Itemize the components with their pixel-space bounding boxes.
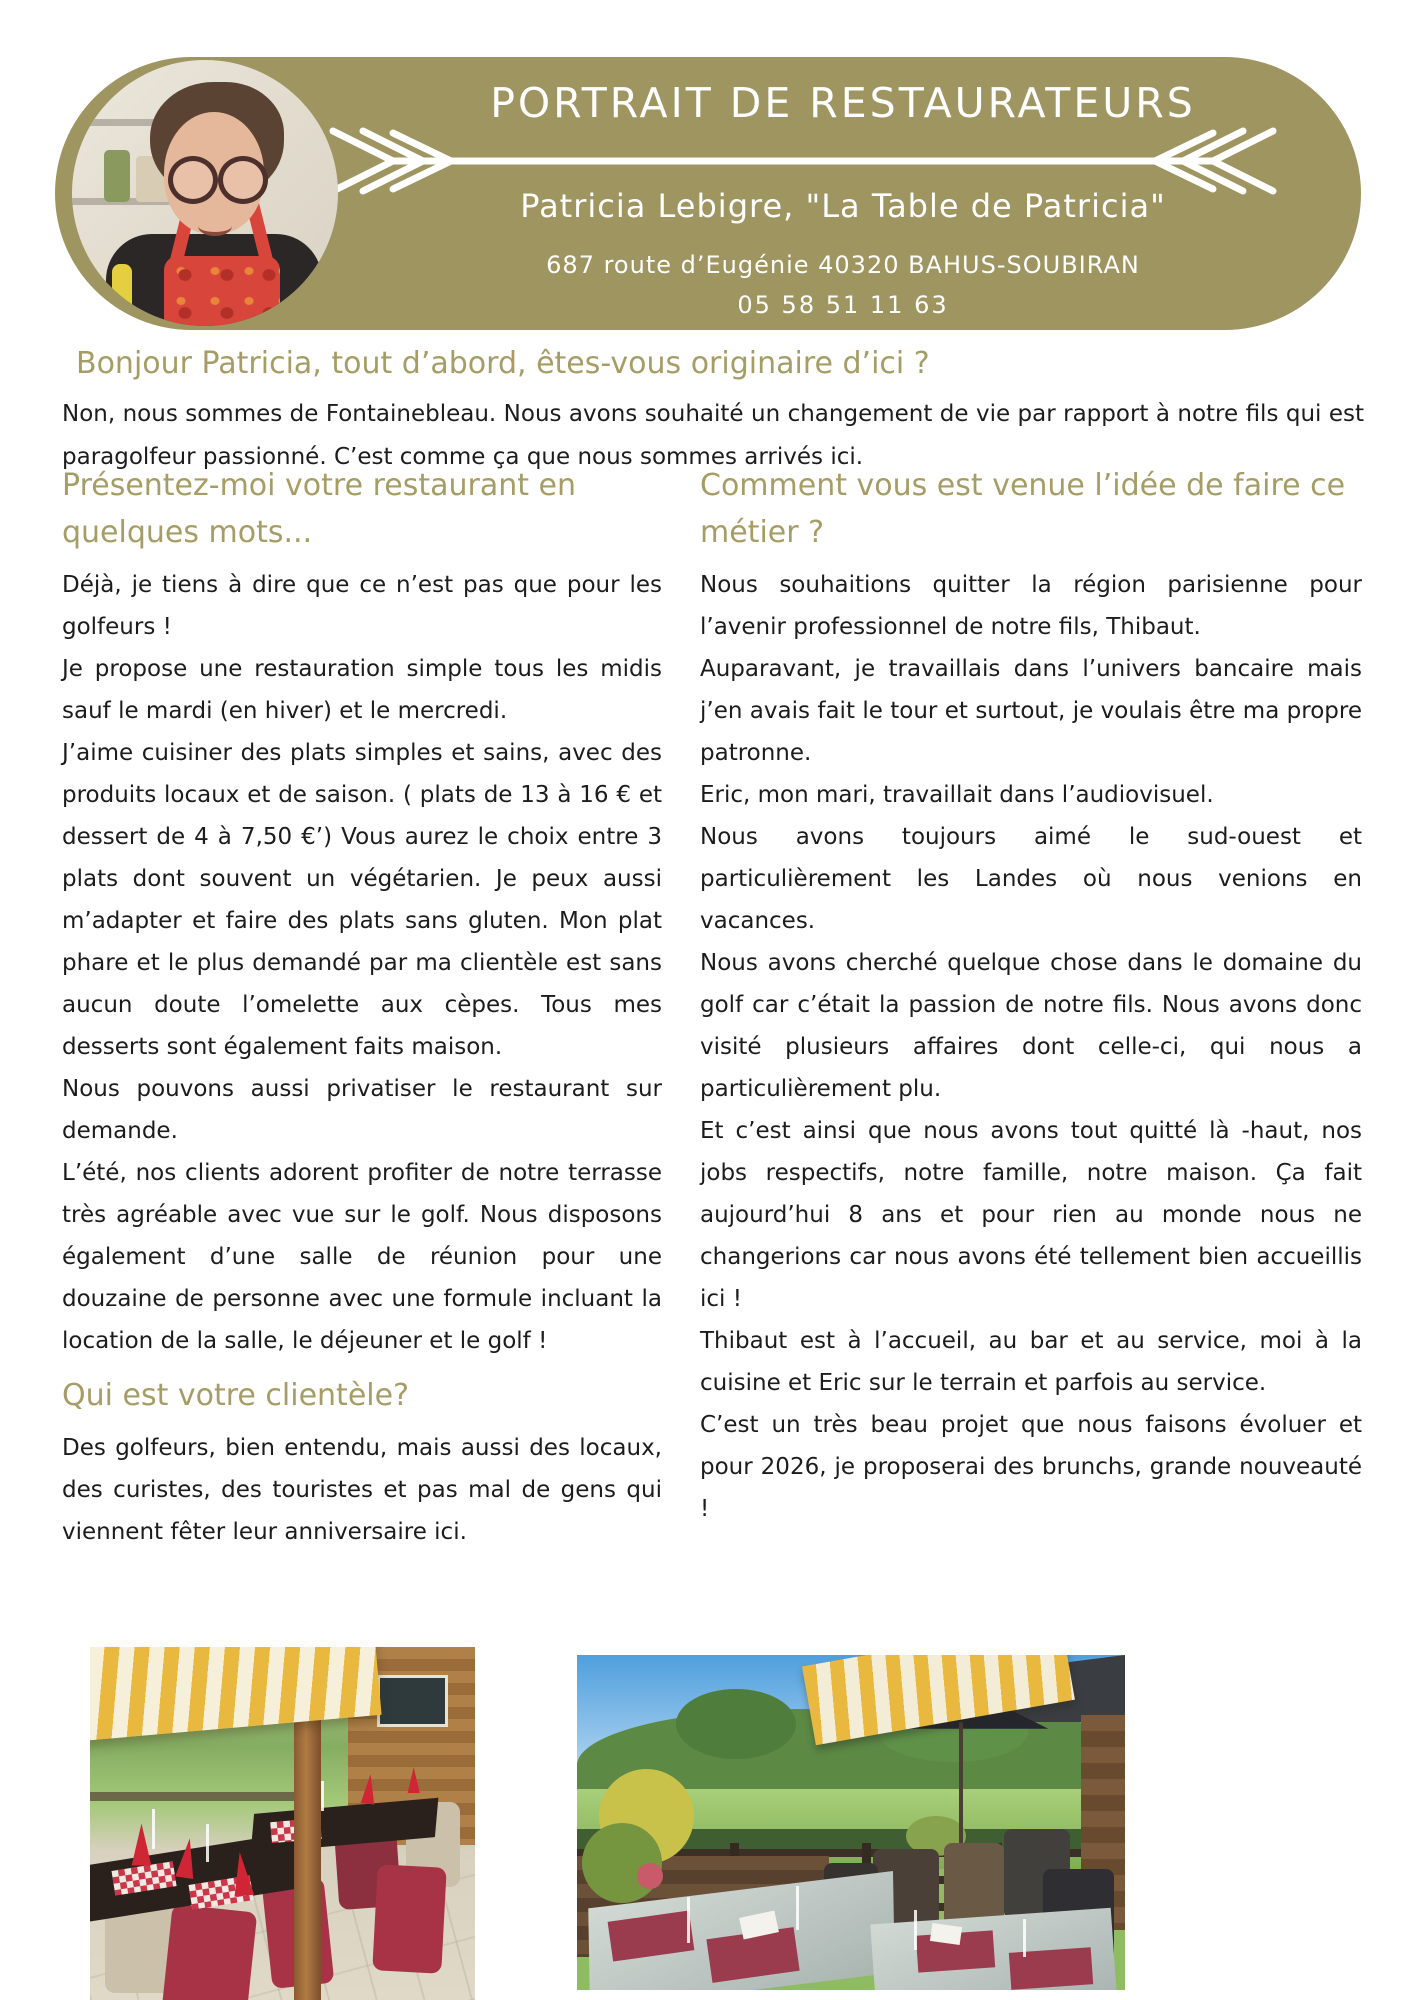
answer-origin: Non, nous sommes de Fontainebleau. Nous avons souhaité un changement de vie par rapport à notre fils qui est paragolfeur passionné. C’est comme ça que nous sommes arrivés ici.: [62, 401, 1364, 470]
photo-detail: [198, 216, 232, 236]
photo-detail: [90, 1792, 306, 1801]
photo-detail: [112, 264, 132, 326]
intro-section: [62, 346, 1364, 479]
photo-detail: [1023, 1919, 1026, 1957]
paragraph: Nous avons toujours aimé le sud-ouest et particulièrement les Landes où nous venions en vacances.: [700, 824, 1362, 934]
restaurant-owner-subtitle: Patricia Lebigre, "La Table de Patricia": [520, 187, 1166, 225]
paragraph: J’aime cuisiner des plats simples et sains, avec des produits locaux et de saison. ( plats de 13 à 16 € et dessert de 4 à 7,50 €’) Vous aurez le choix entre 3 plats dont souvent un végétarien. Je peux aussi m’adapter et faire des plats sans gluten. Mon plat phare et le plus demandé par ma clientèle est sans aucun doute l’omelette aux cèpes. Tous mes desserts sont également faits maison.: [62, 740, 662, 1060]
paragraph: Nous souhaitions quitter la région parisienne pour l’avenir professionnel de notre fils, Thibaut.: [700, 572, 1362, 640]
photo-terrace-interior: [90, 1647, 475, 2000]
photo-detail: [377, 1675, 448, 1727]
photo-terrace-golf-view: [577, 1655, 1125, 1990]
paragraph: Eric, mon mari, travaillait dans l’audiovisuel.: [700, 782, 1214, 808]
paragraph: Auparavant, je travaillais dans l’univers bancaire mais j’en avais fait le tour et surtout, je voulais être ma propre patronne.: [700, 656, 1362, 766]
photo-detail: [796, 1886, 799, 1930]
paragraph: L’été, nos clients adorent profiter de notre terrasse très agréable avec vue sur le golf. Nous disposons également d’une salle de réunion pour une douzaine de personne avec une formule incluant la location de la salle, le déjeuner et le golf !: [62, 1160, 662, 1354]
paragraph: Déjà, je tiens à dire que ce n’est pas que pour les golfeurs !: [62, 572, 662, 640]
photo-detail: [164, 256, 280, 326]
photo-detail: [218, 156, 268, 204]
paragraph: Thibaut est à l’accueil, au bar et au service, moi à la cuisine et Eric sur le terrain et parfois au service.: [700, 1328, 1362, 1396]
photo-detail: [637, 1863, 663, 1889]
photo-detail: [372, 1864, 447, 1973]
paragraph: C’est un très beau projet que nous faisons évoluer et pour 2026, je proposerai des brunchs, grande nouveauté !: [700, 1412, 1362, 1522]
paragraph: Nous avons cherché quelque chose dans le domaine du golf car c’était la passion de notre fils. Nous avons donc visité plusieurs affaires dont celle-ci, qui nous a particulièrement plu.: [700, 950, 1362, 1102]
photo-detail: [1009, 1947, 1094, 1989]
photo-detail: [676, 1689, 796, 1759]
paragraph: Et c’est ainsi que nous avons tout quitté là -haut, nos jobs respectifs, notre famille, notre maison. Ça fait aujourd’hui 8 ans et pour rien au monde nous ne changerions car nous avons été tellement bien accueillis ici !: [700, 1118, 1362, 1312]
page-title: PORTRAIT DE RESTAURATEURS: [490, 79, 1196, 127]
photo-detail: [152, 1809, 155, 1849]
paragraph: Je propose une restauration simple tous les midis sauf le mardi (en hiver) et le mercredi.: [62, 656, 662, 724]
question-restaurant: Présentez-moi votre restaurant en quelques mots...: [62, 468, 576, 550]
paragraph: Nous pouvons aussi privatiser le restaurant sur demande.: [62, 1076, 662, 1144]
restaurant-phone: 05 58 51 11 63: [737, 291, 949, 319]
portrait-photo: [72, 60, 338, 326]
left-column: [62, 462, 662, 1553]
right-column: [700, 462, 1362, 1530]
photo-detail: [168, 156, 218, 204]
photo-detail: [90, 1647, 382, 1741]
photo-detail: [687, 1897, 690, 1943]
question-clientele: Qui est votre clientèle?: [62, 1378, 409, 1413]
photo-detail: [321, 1781, 324, 1811]
restaurant-address: 687 route d’Eugénie 40320 BAHUS-SOUBIRAN: [546, 251, 1140, 279]
photo-detail: [104, 150, 130, 202]
photo-detail: [914, 1910, 917, 1950]
question-origin: Bonjour Patricia, tout d’abord, êtes-vous originaire d’ici ?: [76, 346, 930, 381]
photo-detail: [162, 1904, 257, 2000]
photo-detail: [959, 1722, 963, 1863]
paragraph: Des golfeurs, bien entendu, mais aussi des locaux, des curistes, des touristes et pas mal de gens qui viennent fêter leur anniversaire ici.: [62, 1435, 662, 1545]
question-metier: Comment vous est venue l’idée de faire ce métier ?: [700, 468, 1346, 550]
photo-detail: [206, 1824, 209, 1862]
